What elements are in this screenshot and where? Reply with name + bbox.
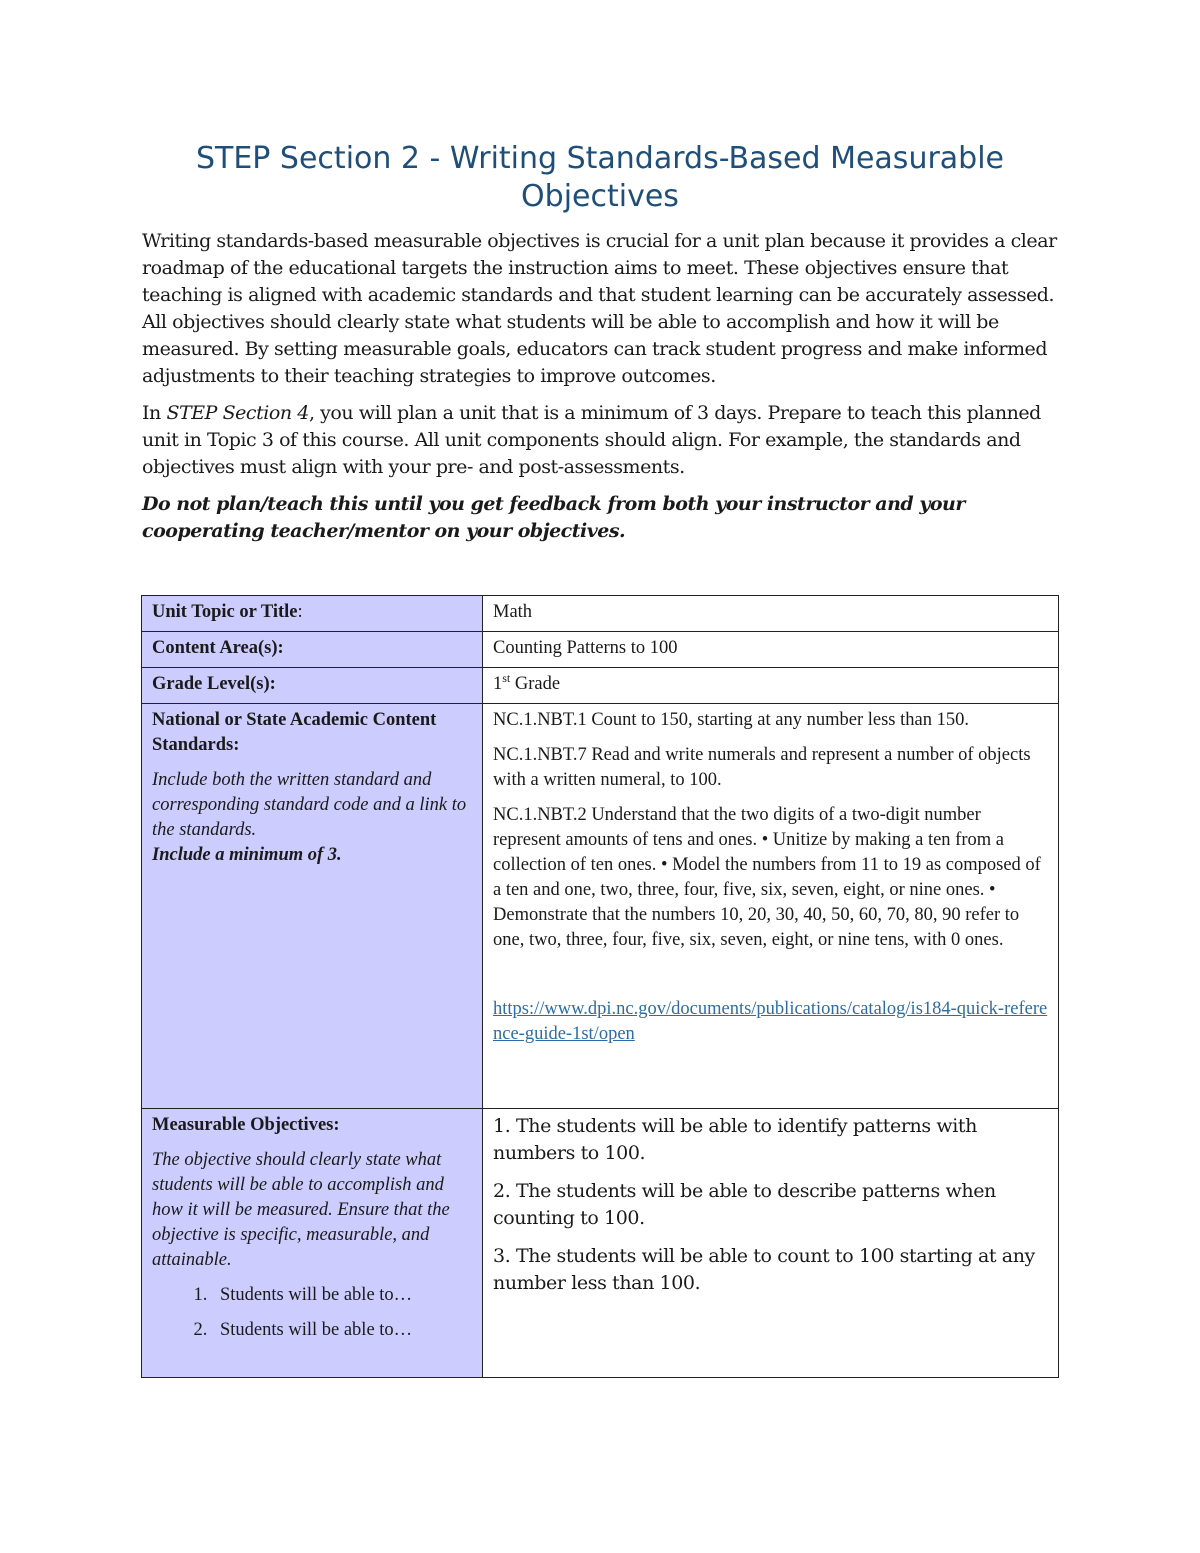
intro-section [142,228,1057,555]
content-area-value: Counting Patterns to 100 [483,632,1059,668]
objectives-sample-list [152,1283,472,1343]
intro-warning: Do not plan/teach this until you get feedback from both your instructor and your cooperating teacher/mentor on your objectives. [142,493,965,542]
objective-item: 3. The students will be able to count to 100 starting at any number less than 100. [493,1245,1035,1294]
standard-item: NC.1.NBT.7 Read and write numerals and represent a number of objects with a written numeral, to 100. [493,745,1031,790]
standard-item: NC.1.NBT.2 Understand that the two digits of a two-digit number represent amounts of tens and ones. • Unitize by making a ten from a collection of ten ones. • Model the numbers from 11 to 19 as composed of a ten and one, two, three, four, five, six, seven, eight, or nine ones. • Demonstrate that the numbers 10, 20, 30, 40, 50, 60, 70, 80, 90 refer to one, two, three, four, five, six, seven, eight, or nine tens, with 0 ones. [493,805,1041,950]
objectives-label-cell [142,1109,483,1378]
objectives-sample-item: 2. Students will be able to… [212,1318,472,1343]
standards-label: National or State Academic Content Standards: [152,710,437,755]
standards-link[interactable]: https://www.dpi.nc.gov/documents/publications/catalog/is184-quick-reference-guide-1st/open [493,999,1048,1044]
row-standards [142,704,1059,1109]
unit-topic-label-colon: : [297,602,303,622]
objective-item: 1. The students will be able to identify patterns with numbers to 100. [493,1115,977,1164]
unit-topic-label-cell [142,596,483,632]
row-grade-level [142,668,1059,704]
standards-value-cell [483,704,1059,1109]
row-unit-topic [142,596,1059,632]
standards-instruction-text: Include both the written standard and corresponding standard code and a link to the standards. [152,770,467,840]
unit-topic-label: Unit Topic or Title [152,602,298,622]
grade-level-suffix: st [502,670,511,685]
row-objectives [142,1109,1059,1378]
content-area-label: Content Area(s): [142,632,483,668]
intro-paragraph-2 [142,400,1057,481]
intro-p2-emphasis: STEP Section 4 [166,402,309,424]
unit-plan-table [141,595,1059,1378]
grade-level-word: Grade [510,674,561,694]
intro-paragraph-1: Writing standards-based measurable objectives is crucial for a unit plan because it provides a clear roadmap of the educational targets the instruction aims to meet. These objectives ensure that teaching is aligned with academic standards and that student learning can be accurately assessed. All objectives should clearly state what students will be able to accomplish and how it will be measured. By setting measurable goals, educators can track student progress and make informed adjustments to their teaching strategies to improve outcomes. [142,230,1057,387]
grade-level-value [483,668,1059,704]
objectives-sample-item: 1. Students will be able to… [212,1283,472,1308]
grade-level-number: 1 [493,674,503,694]
grade-level-label: Grade Level(s): [142,668,483,704]
standard-item: NC.1.NBT.1 Count to 150, starting at any number less than 150. [493,710,969,730]
standards-label-cell [142,704,483,1109]
row-content-area [142,632,1059,668]
objectives-instruction: The objective should clearly state what students will be able to accomplish and how it will be measured. Ensure that the objective is specific, measurable, and attainable. [152,1150,450,1270]
objective-item: 2. The students will be able to describe patterns when counting to 100. [493,1180,996,1229]
intro-p2-before: In [142,402,167,424]
page-title: STEP Section 2 - Writing Standards-Based Measurable Objectives [195,141,1005,214]
standards-instruction-minimum: Include a minimum of 3. [152,845,342,865]
objectives-value-cell [483,1109,1059,1378]
objectives-label: Measurable Objectives: [152,1115,340,1135]
intro-p2-after: , you will plan a unit that is a minimum of 3 days. Prepare to teach this planned unit in Topic 3 of this course. All unit components should align. For example, the standards and objectives must align with your pre- and post-assessments. [142,402,1041,478]
unit-topic-value: Math [483,596,1059,632]
standards-instruction [152,768,472,868]
